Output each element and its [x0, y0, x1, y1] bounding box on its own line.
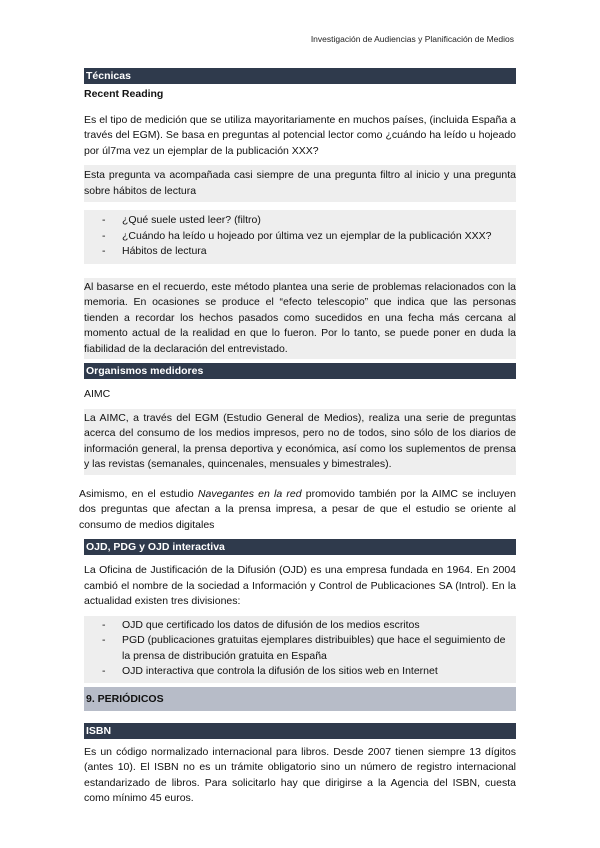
- grey-block-list: [84, 210, 516, 264]
- section-bar-ojd: OJD, PDG y OJD interactiva: [84, 539, 516, 555]
- list-item: - OJD que certificado los datos de difusión de los medios escritos: [84, 618, 516, 634]
- subheading-recent-reading: Recent Reading: [84, 88, 164, 100]
- list-item: - ¿Qué suele usted leer? (filtro): [84, 213, 516, 229]
- list-item: - PGD (publicaciones gratuitas ejemplares distribuibles) que hace el seguimiento de la prensa de distribución gratuita en España: [102, 634, 506, 662]
- subheading-aimc: AIMC: [84, 388, 111, 400]
- paragraph-recent-reading: Es el tipo de medición que se utiliza mayoritariamente en muchos países, (incluida España a través del EGM). Se basa en preguntas al potencial lector como ¿cuándo ha leído u hojeado por úl7ma vez un ejemplar de la publicación XXX?: [84, 113, 516, 157]
- section-bar-tecnicas: Técnicas: [84, 68, 516, 84]
- running-header: Investigación de Audiencias y Planificación de Medios: [310, 34, 514, 44]
- page-content: [79, 68, 516, 807]
- grey-block-divisions: [84, 616, 516, 683]
- dash-marker: -: [102, 634, 106, 646]
- paragraph-aimc: La AIMC, a través del EGM (Estudio General de Medios), realiza una serie de preguntas acerca del consumo de los medios impresos, pero no de todos, sino sólo de los diarios de información general, la prensa deportiva y económica, así como los suplementos de prensa y las revistas (semanales, quincenales, mensuales y bimestrales).: [84, 411, 516, 470]
- dash-marker: -: [102, 245, 106, 257]
- dash-marker: -: [102, 214, 106, 226]
- dash-marker: -: [102, 229, 106, 242]
- section-bar-organismos: Organismos medidores: [84, 363, 516, 379]
- grey-block-filter: [84, 165, 516, 202]
- list-item: - Hábitos de lectura: [84, 244, 516, 260]
- list-item: - ¿Cuándo ha leído u hojeado por última vez un ejemplar de la publicación XXX?: [84, 229, 516, 245]
- dash-marker: -: [102, 618, 106, 631]
- grey-block-aimc: [84, 409, 516, 475]
- section-bar-isbn: ISBN: [84, 723, 516, 739]
- list-item: - OJD interactiva que controla la difusión de los sitios web en Internet: [84, 664, 516, 680]
- dash-marker: -: [102, 665, 106, 677]
- paragraph-filter: Esta pregunta va acompañada casi siempre de una pregunta filtro al inicio y una pregunta sobre hábitos de lectura: [84, 169, 516, 197]
- paragraph-memory: Al basarse en el recuerdo, este método plantea una serie de problemas relacionados con la memoria. En ocasiones se produce el “efecto telescopio” que indica que las personas tienden a recordar los hechos pasados como sucedidos en una fecha más cercana al momento actual de la realidad en que lo fueron. Por lo tanto, se puede poner en duda la fiabilidad de la declaración del entrevistado.: [84, 280, 516, 355]
- paragraph-navegantes: Asimismo, en el estudio Navegantes en la red promovido también por la AIMC se incluyen dos preguntas que afectan a la prensa impresa, a pesar de que el estudio se oriente al consumo de medios digitales: [79, 487, 516, 531]
- grey-block-memory: [84, 278, 516, 360]
- divisions-list: [84, 618, 516, 680]
- chapter-bar-periodicos: 9. PERIÓDICOS: [84, 687, 516, 711]
- paragraph-isbn: Es un código normalizado internacional para libros. Desde 2007 tienen siempre 13 dígitos (antes 10). El ISBN no es un trámite obligatorio sino un número de registro internacional estandarizado de libros. Para solicitarlo hay que dirigirse a la Agencia del ISBN, cuesta como mínimo 45 euros.: [84, 745, 516, 804]
- paragraph-ojd: La Oficina de Justificación de la Difusión (OJD) es una empresa fundada en 1964. En 2004 cambió el nombre de la sociedad a Información y Control de Publicaciones SA (Introl). En la actualidad existen tres divisiones:: [84, 564, 516, 607]
- question-list: [84, 213, 516, 260]
- study-title: Navegantes en la red: [197, 487, 302, 500]
